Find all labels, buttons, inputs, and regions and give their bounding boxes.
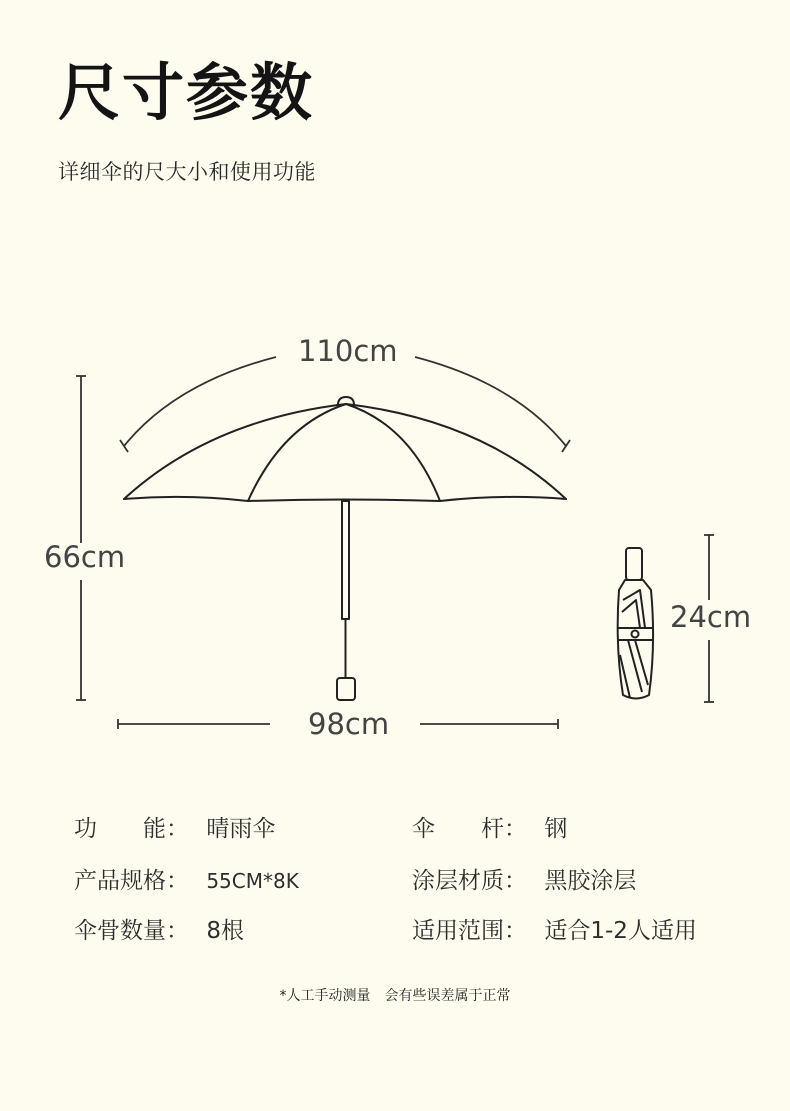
folded-length-label: 24cm bbox=[670, 600, 752, 634]
page-subtitle: 详细伞的尺大小和使用功能 bbox=[58, 160, 316, 184]
spec-model bbox=[74, 870, 299, 893]
spec-coating-value: 黑胶涂层 bbox=[544, 868, 637, 894]
spec-ribs-value: 8根 bbox=[206, 918, 244, 944]
spec-function-label: 功 能： bbox=[74, 816, 189, 842]
spec-ribs bbox=[74, 920, 244, 943]
spec-scope-label: 适用范围： bbox=[412, 918, 527, 944]
spec-shaft bbox=[412, 818, 567, 841]
spec-model-value: 55CM*8K bbox=[206, 869, 299, 893]
spec-shaft-value: 钢 bbox=[544, 816, 568, 842]
height-dimension-line bbox=[76, 376, 86, 700]
open-width-label: 98cm bbox=[308, 707, 390, 741]
spec-ribs-label: 伞骨数量： bbox=[74, 918, 189, 944]
open-umbrella-icon bbox=[124, 397, 566, 700]
spec-scope bbox=[412, 920, 697, 943]
spec-function bbox=[74, 818, 275, 841]
spec-coating-label: 涂层材质： bbox=[412, 868, 527, 894]
spec-coating bbox=[412, 870, 636, 893]
folded-umbrella-icon bbox=[617, 548, 653, 699]
spec-model-label: 产品规格： bbox=[74, 868, 189, 894]
page-title: 尺寸参数 bbox=[58, 56, 315, 129]
footnote: *人工手动测量 会有些误差属于正常 bbox=[279, 988, 511, 1004]
spec-shaft-label: 伞 杆： bbox=[412, 816, 527, 842]
arc-length-label: 110cm bbox=[298, 334, 398, 368]
spec-function-value: 晴雨伞 bbox=[206, 816, 276, 842]
spec-scope-value: 适合1-2人适用 bbox=[544, 918, 697, 944]
open-height-label: 66cm bbox=[44, 540, 126, 574]
